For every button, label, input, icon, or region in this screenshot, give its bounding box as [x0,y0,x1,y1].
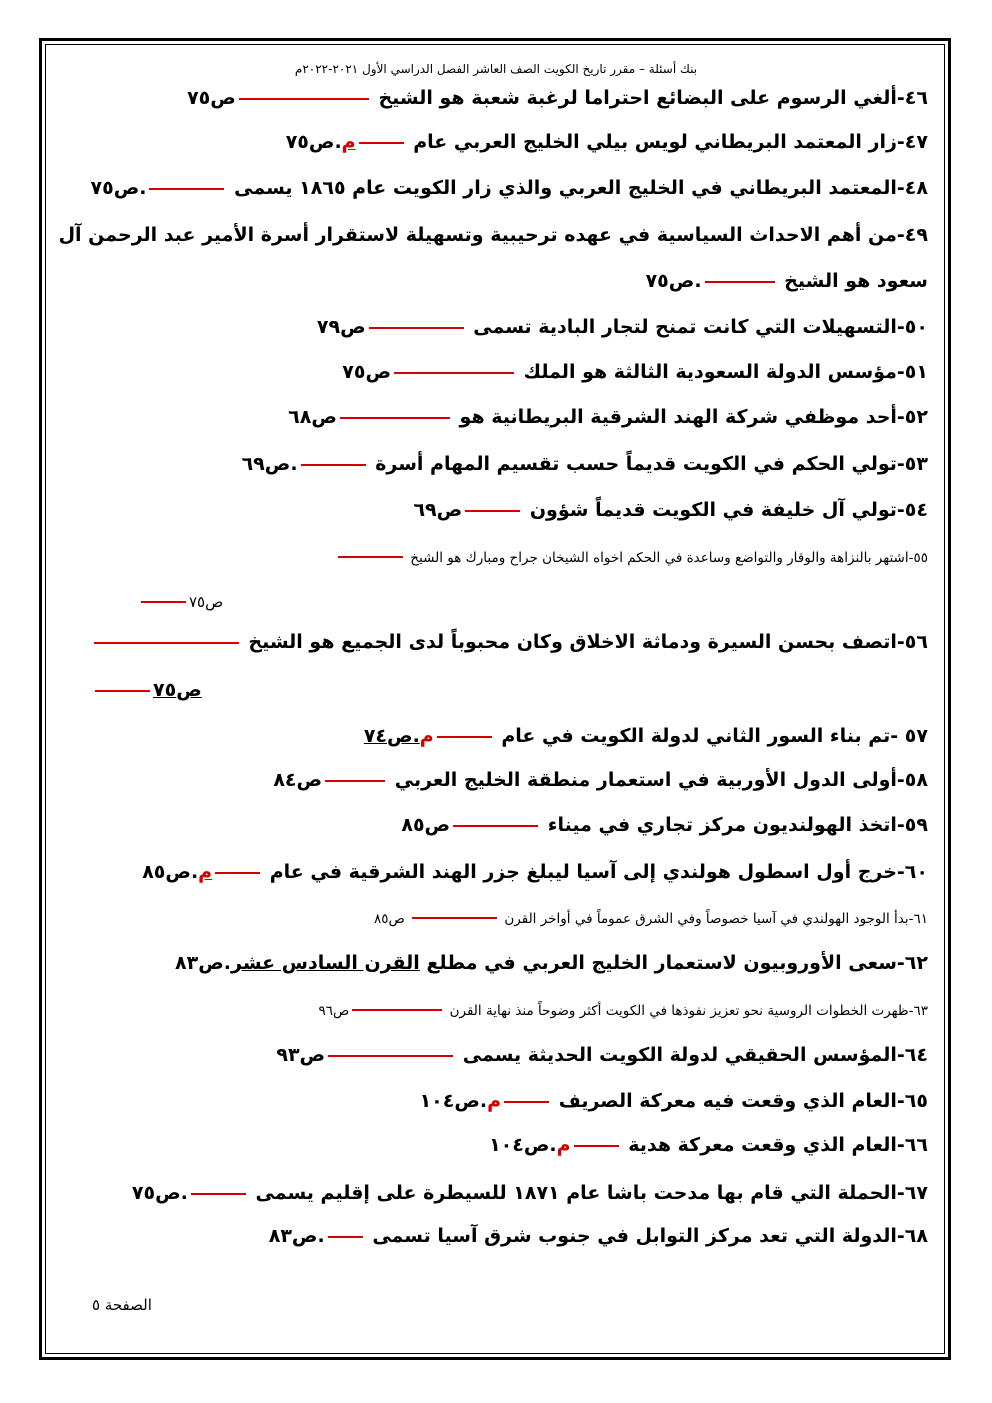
answer-blank[interactable] [394,372,514,374]
answer-blank[interactable] [437,736,492,738]
answer-blank[interactable] [359,142,404,144]
question-51: ٥١-مؤسس الدولة السعودية الثالثة هو الملك ص٧٥ [342,361,928,383]
question-55-line-2: ص٧٥ [138,588,223,616]
answer-blank[interactable] [504,1101,549,1103]
question-49-line-2: سعود هو الشيخ .ص٧٥ [645,270,928,292]
question-63: ٦٣-ظهرت الخطوات الروسية نحو تعزيز نفوذها في الكويت أكثر وضوحاً منذ نهاية القرن ص٩٦ [318,1003,928,1019]
answer-blank[interactable] [340,417,450,419]
answer-blank[interactable] [369,327,464,329]
question-62: ٦٢-سعى الأوروبيون لاستعمار الخليج العربي في مطلع القرن السادس عشر.ص٨٣ [175,952,928,974]
answer-blank[interactable] [412,917,497,919]
page-header: بنك أسئلة – مقرر تاريخ الكويت الصف العاشر الفصل الدراسي الأول ٢٠٢١-٢٠٢٢م [294,62,698,76]
answer-blank[interactable] [453,825,538,827]
question-56-line-2: ص٧٥ [92,676,202,704]
answer-blank[interactable] [141,601,186,603]
question-52: ٥٢-أحد موظفي شركة الهند الشرقية البريطانية هو ص٦٨ [288,406,928,428]
answer-blank[interactable] [325,780,385,782]
answer-blank[interactable] [149,188,224,190]
question-66: ٦٦-العام الذي وقعت معركة هدية م.ص١٠٤ [489,1134,928,1156]
question-61: ٦١-بدأ الوجود الهولندي في آسيا خصوصاً وفي الشرق عموماً في أواخر القرن ص٨٥ [373,911,928,927]
question-65: ٦٥-العام الذي وقعت فيه معركة الصريف م.ص١٠٤ [419,1090,928,1112]
question-57: ٥٧ -تم بناء السور الثاني لدولة الكويت في عام م.ص٧٤ [363,725,928,747]
question-54: ٥٤-تولي آل خليفة في الكويت قديماً شؤون ص٦٩ [413,499,928,521]
answer-blank[interactable] [328,1236,363,1238]
answer-blank[interactable] [239,98,369,100]
question-49: ٤٩-من أهم الاحداث السياسية في عهده ترحيبية وتسهيلة لاستقرار أسرة الأمير عبد الرحمن آل [58,224,928,246]
question-47: ٤٧-زار المعتمد البريطاني لويس بيلي الخليج العربي عام م.ص٧٥ [285,131,928,153]
question-55: ٥٥-اشتهر بالنزاهة والوقار والتواضع وساعدة في الحكم اخواه الشيخان جراح ومبارك هو الشيخ [335,544,928,572]
answer-blank[interactable] [705,281,775,283]
answer-blank[interactable] [352,1009,442,1011]
question-46: ٤٦-ألغي الرسوم على البضائع احتراما لرغبة شعبة هو الشيخ ص٧٥ [187,87,928,109]
answer-blank[interactable] [215,872,260,874]
answer-blank[interactable] [301,464,366,466]
answer-blank[interactable] [465,510,520,512]
question-48: ٤٨-المعتمد البريطاني في الخليج العربي والذي زار الكويت عام ١٨٦٥ يسمى .ص٧٥ [90,177,928,199]
question-64: ٦٤-المؤسس الحقيقي لدولة الكويت الحديثة يسمى ص٩٣ [276,1044,928,1066]
answer-blank[interactable] [95,690,150,692]
question-60: ٦٠-خرج أول اسطول هولندي إلى آسيا ليبلغ جزر الهند الشرقية في عام م.ص٨٥ [142,861,928,883]
answer-blank[interactable] [328,1055,453,1057]
answer-blank[interactable] [191,1193,246,1195]
page-number: الصفحة ٥ [92,1296,152,1314]
answer-blank[interactable] [338,556,403,558]
question-68: ٦٨-الدولة التي تعد مركز التوابل في جنوب شرق آسيا تسمى .ص٨٣ [268,1225,928,1247]
question-67: ٦٧-الحملة التي قام بها مدحت باشا عام ١٨٧١ للسيطرة على إقليم يسمى .ص٧٥ [131,1182,928,1204]
question-50: ٥٠-التسهيلات التي كانت تمنح لتجار البادية تسمى ص٧٩ [316,316,928,338]
question-58: ٥٨-أولى الدول الأوربية في استعمار منطقة الخليج العربي ص٨٤ [273,769,928,791]
question-59: ٥٩-اتخذ الهولنديون مركز تجاري في ميناء ص٨٥ [401,814,928,836]
question-56: ٥٦-اتصف بحسن السيرة ودماثة الاخلاق وكان محبوباً لدى الجميع هو الشيخ [91,628,928,656]
question-53: ٥٣-تولي الحكم في الكويت قديماً حسب تقسيم المهام أسرة .ص٦٩ [241,453,928,475]
answer-blank[interactable] [94,642,239,644]
answer-blank[interactable] [574,1145,619,1147]
